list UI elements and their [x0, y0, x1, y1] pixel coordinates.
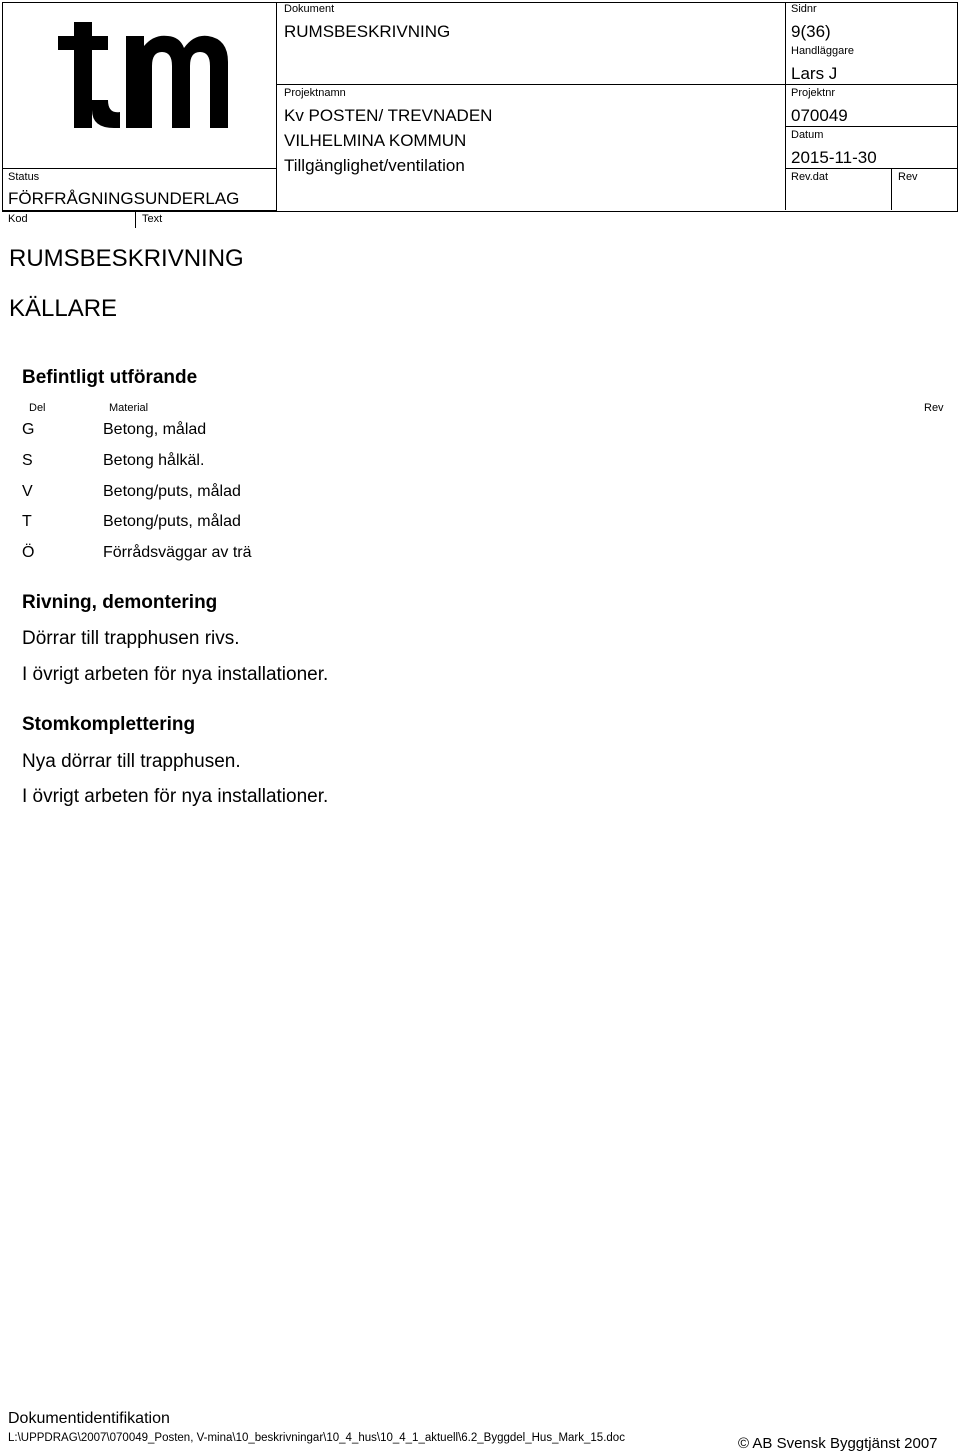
copyright-icon: ©	[738, 1435, 750, 1452]
rev-label: Rev	[898, 171, 918, 183]
table-row-material: Betong/puts, målad	[103, 513, 241, 530]
body-line: I övrigt arbeten för nya installationer.	[22, 786, 329, 807]
projektnamn-label: Projektnamn	[284, 87, 346, 99]
divider	[2, 210, 277, 211]
sidnr-value: 9(36)	[791, 22, 831, 41]
sidnr-label: Sidnr	[791, 3, 817, 15]
divider	[785, 2, 786, 210]
divider	[785, 84, 957, 85]
handlaggare-value: Lars J	[791, 64, 838, 83]
table-row-del: Ö	[22, 544, 35, 561]
status-value: FÖRFRÅGNINGSUNDERLAG	[8, 189, 240, 208]
divider	[135, 210, 136, 228]
kod-label: Kod	[8, 213, 28, 225]
table-row-del: T	[22, 513, 32, 530]
col-header-del: Del	[29, 402, 46, 414]
section-heading-rivning: Rivning, demontering	[22, 592, 218, 613]
col-header-rev: Rev	[924, 402, 944, 414]
section-heading-befintligt: Befintligt utförande	[22, 367, 198, 388]
dokument-value: RUMSBESKRIVNING	[284, 22, 451, 41]
table-row-material: Betong, målad	[103, 421, 207, 438]
datum-value: 2015-11-30	[791, 148, 877, 167]
dokument-label: Dokument	[284, 3, 335, 15]
text-label: Text	[142, 213, 163, 225]
document-subtitle: KÄLLARE	[9, 295, 118, 322]
table-row-material: Betong/puts, målad	[103, 483, 241, 500]
table-row-del: G	[22, 421, 35, 438]
divider	[276, 2, 277, 210]
projektnamn-line: Tillgänglighet/ventilation	[284, 156, 465, 175]
col-header-material: Material	[109, 402, 149, 414]
footer-copyright	[738, 1435, 938, 1453]
projektnr-label: Projektnr	[791, 87, 836, 99]
divider	[276, 84, 786, 85]
document-title: RUMSBESKRIVNING	[9, 245, 244, 272]
table-row-material: Betong hålkäl.	[103, 452, 205, 469]
divider	[785, 126, 957, 127]
table-row-material: Förrådsväggar av trä	[103, 544, 252, 561]
divider	[2, 168, 277, 169]
projektnamn-line: VILHELMINA KOMMUN	[284, 131, 467, 150]
divider	[891, 168, 892, 210]
projektnamn-line: Kv POSTEN/ TREVNADEN	[284, 106, 493, 125]
projektnr-value: 070049	[791, 106, 848, 125]
table-row-del: S	[22, 452, 33, 469]
handlaggare-label: Handläggare	[791, 45, 854, 57]
revdat-label: Rev.dat	[791, 171, 829, 183]
footer-label: Dokumentidentifikation	[8, 1410, 170, 1427]
section-heading-stomkomplettering: Stomkomplettering	[22, 714, 196, 735]
body-line: Dörrar till trapphusen rivs.	[22, 628, 240, 649]
footer-path: L:\UPPDRAG\2007\070049_Posten, V-mina\10_beskrivningar\10_4_hus\10_4_1_aktuell\6.2_Byggdel_Hus_Mark_15.doc	[8, 1432, 625, 1444]
datum-label: Datum	[791, 129, 824, 141]
tm-logo-icon	[58, 22, 228, 130]
table-row-del: V	[22, 483, 33, 500]
copyright-text: AB Svensk Byggtjänst 2007	[752, 1435, 938, 1452]
body-line: Nya dörrar till trapphusen.	[22, 751, 241, 772]
divider	[785, 168, 957, 169]
body-line: I övrigt arbeten för nya installationer.	[22, 664, 329, 685]
status-label: Status	[8, 171, 40, 183]
